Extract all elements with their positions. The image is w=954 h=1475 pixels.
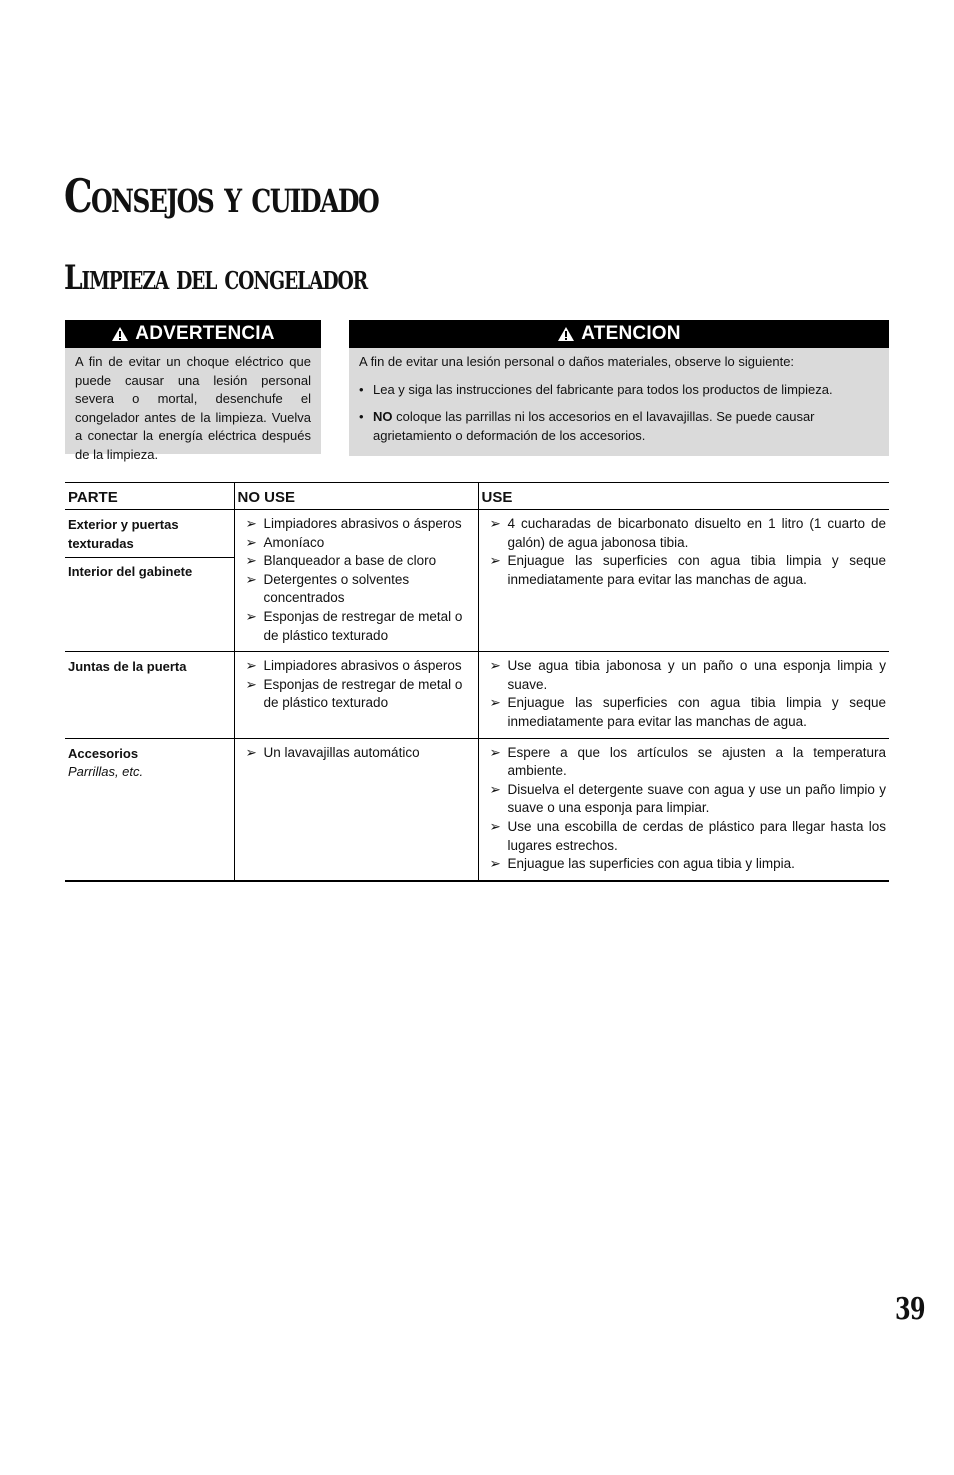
part-label: Exterior y puertas texturadas (68, 517, 179, 551)
list-item (246, 676, 475, 713)
list-item-text: Enjuague las superficies con agua tibia y limpia. (507, 856, 795, 872)
cell-use (478, 510, 889, 652)
list-item-text: Limpiadores abrasivos o ásperos (263, 658, 462, 674)
list-item (246, 534, 475, 553)
arrow-bullet-icon: ➢ (489, 744, 501, 760)
warning-triangle-icon (557, 326, 575, 342)
caution-header (349, 320, 889, 348)
table-header-row (65, 483, 889, 510)
table-row (65, 652, 889, 738)
arrow-bullet-icon: ➢ (489, 856, 501, 872)
list-item-text: Blanqueador a base de cloro (263, 553, 437, 569)
caution-box (349, 320, 889, 456)
table-row (65, 510, 889, 652)
header-use: USE (478, 483, 889, 510)
caution-body (349, 348, 889, 445)
cell-no-use-list (238, 515, 475, 645)
arrow-bullet-icon: ➢ (245, 553, 257, 569)
page-title: Consejos y cuidado (64, 169, 379, 223)
arrow-bullet-icon: ➢ (245, 571, 257, 587)
list-item (246, 571, 475, 608)
caution-bullet-text: Lea y siga las instrucciones del fabricante para todos los productos de limpieza. (373, 381, 833, 397)
cleaning-table (65, 482, 889, 882)
list-item (490, 694, 887, 731)
caution-intro: A fin de evitar una lesión personal o daños materiales, observe lo siguiente: (359, 354, 795, 369)
header-parte: PARTE (65, 483, 234, 510)
list-item-text: Disuelva el detergente suave con agua y use un paño limpio y suave o una esponja para limpiar. (507, 781, 886, 816)
page-number: 39 (895, 1292, 925, 1327)
list-item (246, 552, 475, 571)
list-item-text: 4 cucharadas de bicarbonato disuelto en 1 litro (1 cuarto de galón) de agua jabonosa tibia. (507, 516, 886, 550)
list-item (490, 781, 887, 818)
list-item (490, 552, 887, 589)
section-title: Limpieza del congelador (64, 258, 368, 298)
cell-use-list (482, 657, 887, 731)
list-item-text: Use agua tibia jabonosa y un paño o una esponja limpia y suave. (507, 658, 886, 692)
list-item (490, 657, 887, 694)
arrow-bullet-icon: ➢ (245, 658, 257, 674)
list-item (246, 657, 475, 676)
list-item-text: Use una escobilla de cerdas de plástico para llegar hasta los lugares estrechos. (507, 818, 886, 853)
list-item-text: Espere a que los artículos se ajusten a la temperatura ambiente. (507, 744, 886, 779)
table-body (65, 510, 889, 881)
cell-parte (65, 510, 234, 652)
caution-bullet (359, 381, 879, 400)
part-sublabel: Parrillas, etc. (68, 763, 144, 779)
cell-no-use (234, 738, 478, 881)
list-item (490, 818, 887, 855)
cell-no-use-list (238, 744, 475, 763)
cell-use-list (482, 515, 887, 589)
part-label: Interior del gabinete (65, 557, 234, 581)
warning-heading: ADVERTENCIA (135, 323, 275, 344)
cell-no-use-list (238, 657, 475, 713)
part-label: Accesorios (68, 745, 139, 761)
arrow-bullet-icon: ➢ (245, 744, 257, 760)
caution-bullet-text (373, 408, 879, 445)
cell-use-list (482, 744, 887, 874)
header-no-use: NO USE (234, 483, 478, 510)
list-item-text: Esponjas de restregar de metal o de plástico texturado (263, 676, 463, 711)
cell-parte (65, 738, 234, 881)
list-item-text: Detergentes o solventes concentrados (263, 571, 410, 606)
cell-use (478, 652, 889, 738)
caution-bullet (359, 408, 879, 445)
arrow-bullet-icon: ➢ (489, 781, 501, 797)
caution-heading: ATENCION (581, 323, 681, 344)
warning-triangle-icon (111, 326, 129, 342)
caution-bullet-emphasis: NO (373, 409, 393, 425)
list-item-text: Un lavavajillas automático (263, 744, 420, 760)
list-item (246, 744, 475, 763)
table-row (65, 738, 889, 881)
part-label: Juntas de la puerta (68, 659, 187, 675)
arrow-bullet-icon: ➢ (489, 658, 501, 674)
warning-box (65, 320, 321, 462)
list-item (246, 515, 475, 534)
cell-use (478, 738, 889, 881)
cell-no-use (234, 652, 478, 738)
arrow-bullet-icon: ➢ (245, 676, 257, 692)
list-item-text: Enjuague las superficies con agua tibia limpia y seque inmediatamente para evitar las manchas de agua. (507, 553, 886, 587)
arrow-bullet-icon: ➢ (245, 608, 257, 624)
arrow-bullet-icon: ➢ (245, 516, 257, 531)
cell-parte (65, 652, 234, 738)
arrow-bullet-icon: ➢ (489, 516, 501, 531)
list-item-text: Enjuague las superficies con agua tibia limpia y seque inmediatamente para evitar las manchas de agua. (507, 695, 886, 729)
list-item (490, 855, 887, 874)
arrow-bullet-icon: ➢ (489, 553, 501, 569)
arrow-bullet-icon: ➢ (489, 695, 501, 711)
list-item-text: Limpiadores abrasivos o ásperos (263, 516, 462, 531)
cell-no-use (234, 510, 478, 652)
arrow-bullet-icon: ➢ (489, 818, 501, 834)
list-item (490, 744, 887, 781)
warning-header (65, 320, 321, 348)
warning-text: A fin de evitar un choque eléctrico que puede causar una lesión personal severa o mortal, desenchufe el congelador antes de la limpieza. Vuelva a conectar la energía eléctrica después de la limpieza. (75, 354, 311, 462)
list-item-text: Amoníaco (263, 534, 325, 550)
arrow-bullet-icon: ➢ (245, 534, 257, 550)
bullet-marker: • (359, 409, 364, 425)
caution-bullet-rest: coloque las parrillas ni los accesorios en el lavavajillas. Se puede causar agrietamiento o deformación de los accesorios. (373, 409, 815, 443)
list-item (490, 515, 887, 552)
list-item-text: Esponjas de restregar de metal o de plástico texturado (263, 608, 463, 643)
list-item (246, 608, 475, 645)
bullet-marker: • (359, 381, 364, 397)
